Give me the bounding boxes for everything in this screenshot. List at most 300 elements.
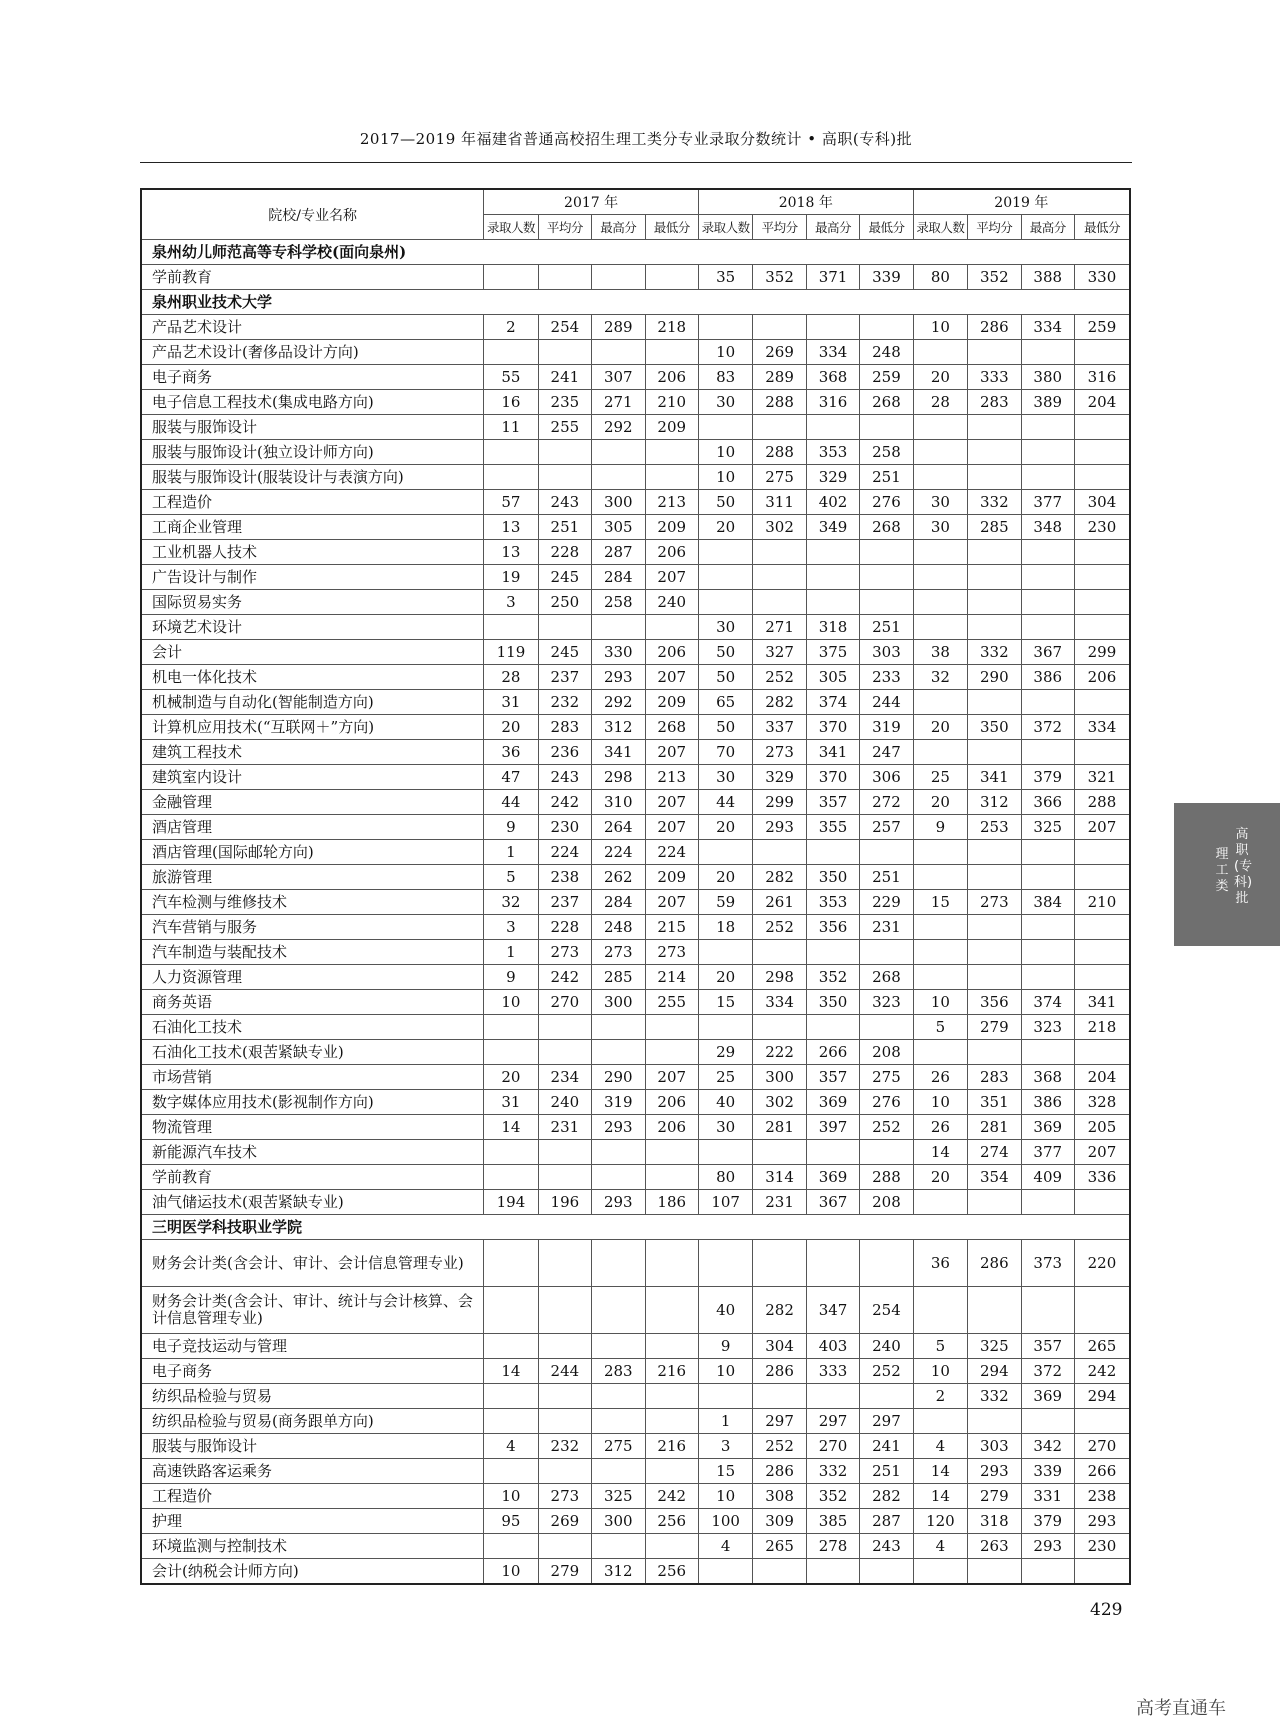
score-cell: 209 — [645, 865, 698, 890]
year-header: 2018 年 — [698, 189, 913, 215]
score-cell — [645, 1384, 698, 1409]
score-cell — [968, 1559, 1021, 1585]
score-cell: 379 — [1021, 1509, 1074, 1534]
score-cell: 375 — [806, 640, 859, 665]
score-cell — [645, 1534, 698, 1559]
score-cell: 273 — [645, 940, 698, 965]
score-cell: 14 — [913, 1459, 967, 1484]
score-cell: 385 — [806, 1509, 859, 1534]
score-cell — [592, 1240, 645, 1287]
score-cell: 268 — [860, 965, 913, 990]
score-cell: 276 — [860, 490, 913, 515]
score-cell: 372 — [1021, 715, 1074, 740]
score-cell: 11 — [484, 415, 538, 440]
score-cell — [592, 465, 645, 490]
score-cell — [484, 340, 538, 365]
score-cell — [968, 1190, 1021, 1215]
score-cell — [1074, 590, 1130, 615]
score-cell: 318 — [968, 1509, 1021, 1534]
table-row — [141, 365, 1130, 390]
table-row — [141, 1015, 1130, 1040]
score-cell: 230 — [1074, 515, 1130, 540]
score-cell: 334 — [806, 340, 859, 365]
score-cell — [1021, 1409, 1074, 1434]
score-cell — [1021, 1559, 1074, 1585]
score-cell: 293 — [968, 1459, 1021, 1484]
score-cell: 273 — [592, 940, 645, 965]
score-cell: 243 — [538, 765, 591, 790]
table-row — [141, 1065, 1130, 1090]
score-cell — [913, 590, 967, 615]
score-cell: 327 — [753, 640, 806, 665]
score-cell: 1 — [484, 940, 538, 965]
score-cell: 332 — [806, 1459, 859, 1484]
score-cell: 244 — [538, 1359, 591, 1384]
score-cell: 238 — [538, 865, 591, 890]
major-name: 人力资源管理 — [141, 965, 484, 990]
score-cell: 248 — [592, 915, 645, 940]
score-cell: 204 — [1074, 1065, 1130, 1090]
score-cell: 14 — [484, 1359, 538, 1384]
score-cell: 5 — [913, 1015, 967, 1040]
score-cell — [753, 1015, 806, 1040]
major-name: 电子信息工程技术(集成电路方向) — [141, 390, 484, 415]
score-cell: 32 — [484, 890, 538, 915]
score-cell — [1021, 540, 1074, 565]
score-cell — [1021, 690, 1074, 715]
score-cell — [1021, 940, 1074, 965]
major-name: 酒店管理(国际邮轮方向) — [141, 840, 484, 865]
score-cell — [645, 1409, 698, 1434]
score-cell — [592, 1459, 645, 1484]
score-cell: 278 — [806, 1534, 859, 1559]
table-row — [141, 1090, 1130, 1115]
sub-header: 平均分 — [968, 215, 1021, 240]
score-cell: 30 — [698, 390, 752, 415]
score-cell — [1074, 865, 1130, 890]
score-cell: 347 — [806, 1287, 859, 1334]
score-cell: 352 — [968, 265, 1021, 290]
score-cell: 311 — [753, 490, 806, 515]
score-cell — [860, 1559, 913, 1585]
score-cell: 251 — [538, 515, 591, 540]
score-cell: 286 — [968, 315, 1021, 340]
score-cell: 36 — [484, 740, 538, 765]
score-cell: 334 — [1074, 715, 1130, 740]
score-cell — [484, 1459, 538, 1484]
score-cell — [913, 440, 967, 465]
table-row — [141, 965, 1130, 990]
score-cell: 259 — [860, 365, 913, 390]
score-cell: 342 — [1021, 1434, 1074, 1459]
score-cell — [1074, 1287, 1130, 1334]
score-cell: 241 — [860, 1434, 913, 1459]
score-cell: 253 — [968, 815, 1021, 840]
score-table-container — [140, 188, 1131, 1585]
major-name: 电子商务 — [141, 1359, 484, 1384]
score-cell: 20 — [698, 515, 752, 540]
score-cell: 288 — [753, 440, 806, 465]
score-cell: 386 — [1021, 1090, 1074, 1115]
score-cell: 309 — [753, 1509, 806, 1534]
score-cell — [1021, 465, 1074, 490]
score-cell: 245 — [538, 565, 591, 590]
score-cell: 30 — [698, 615, 752, 640]
table-row — [141, 990, 1130, 1015]
score-cell: 4 — [484, 1434, 538, 1459]
major-name: 汽车制造与装配技术 — [141, 940, 484, 965]
score-cell: 1 — [698, 1409, 752, 1434]
score-cell: 231 — [538, 1115, 591, 1140]
score-cell: 10 — [913, 990, 967, 1015]
table-row — [141, 915, 1130, 940]
score-cell — [592, 1334, 645, 1359]
score-cell: 256 — [645, 1509, 698, 1534]
table-body — [141, 240, 1130, 1585]
school-row — [141, 1215, 1130, 1240]
score-cell: 257 — [860, 815, 913, 840]
score-cell — [1021, 1190, 1074, 1215]
score-cell: 266 — [806, 1040, 859, 1065]
score-cell: 261 — [753, 890, 806, 915]
score-cell: 207 — [645, 790, 698, 815]
score-cell — [806, 1559, 859, 1585]
score-cell: 216 — [645, 1359, 698, 1384]
score-cell: 252 — [753, 1434, 806, 1459]
score-cell: 232 — [538, 1434, 591, 1459]
score-cell: 367 — [1021, 640, 1074, 665]
score-cell: 15 — [698, 1459, 752, 1484]
score-cell: 307 — [592, 365, 645, 390]
score-cell — [1021, 1040, 1074, 1065]
score-cell: 288 — [753, 390, 806, 415]
score-cell: 305 — [806, 665, 859, 690]
side-tab-category: 理工类 — [1215, 847, 1229, 894]
score-cell — [538, 1165, 591, 1190]
score-cell: 293 — [592, 1190, 645, 1215]
year-header-row — [141, 189, 1130, 215]
score-cell: 299 — [1074, 640, 1130, 665]
side-tab-batch: 高职(专科)批 — [1234, 827, 1253, 906]
table-row — [141, 890, 1130, 915]
score-cell: 270 — [1074, 1434, 1130, 1459]
score-cell: 31 — [484, 1090, 538, 1115]
score-cell: 259 — [1074, 315, 1130, 340]
table-row — [141, 1434, 1130, 1459]
table-row — [141, 440, 1130, 465]
score-cell — [1074, 465, 1130, 490]
score-cell: 294 — [1074, 1384, 1130, 1409]
score-cell: 337 — [753, 715, 806, 740]
score-cell: 312 — [592, 1559, 645, 1585]
score-cell: 186 — [645, 1190, 698, 1215]
score-cell: 325 — [968, 1334, 1021, 1359]
score-cell — [484, 1384, 538, 1409]
score-cell: 196 — [538, 1190, 591, 1215]
score-cell: 282 — [753, 1287, 806, 1334]
score-cell — [913, 1040, 967, 1065]
score-cell: 206 — [1074, 665, 1130, 690]
score-cell — [484, 1015, 538, 1040]
score-cell — [592, 1140, 645, 1165]
score-cell — [913, 1409, 967, 1434]
score-cell — [1021, 590, 1074, 615]
score-cell: 5 — [484, 865, 538, 890]
score-cell: 32 — [913, 665, 967, 690]
score-cell: 16 — [484, 390, 538, 415]
score-cell — [484, 1534, 538, 1559]
score-cell: 240 — [860, 1334, 913, 1359]
major-name: 建筑工程技术 — [141, 740, 484, 765]
score-cell — [913, 865, 967, 890]
score-cell: 284 — [592, 565, 645, 590]
score-cell — [968, 340, 1021, 365]
score-cell: 287 — [592, 540, 645, 565]
score-cell: 297 — [806, 1409, 859, 1434]
score-cell: 14 — [913, 1140, 967, 1165]
table-row — [141, 1484, 1130, 1509]
score-cell: 25 — [698, 1065, 752, 1090]
score-cell — [1074, 690, 1130, 715]
score-cell — [592, 1015, 645, 1040]
score-cell: 207 — [645, 740, 698, 765]
score-cell: 290 — [968, 665, 1021, 690]
score-cell — [698, 940, 752, 965]
score-cell: 264 — [592, 815, 645, 840]
score-cell: 305 — [592, 515, 645, 540]
score-cell: 353 — [806, 440, 859, 465]
score-cell: 55 — [484, 365, 538, 390]
score-cell: 25 — [913, 765, 967, 790]
score-cell — [968, 1040, 1021, 1065]
score-cell — [753, 840, 806, 865]
score-cell — [1074, 1190, 1130, 1215]
score-cell: 213 — [645, 490, 698, 515]
score-cell — [753, 1240, 806, 1287]
major-name: 汽车检测与维修技术 — [141, 890, 484, 915]
score-cell — [913, 540, 967, 565]
major-name: 建筑室内设计 — [141, 765, 484, 790]
table-row — [141, 340, 1130, 365]
score-cell — [484, 265, 538, 290]
score-cell: 206 — [645, 365, 698, 390]
score-cell — [484, 1287, 538, 1334]
score-cell — [538, 440, 591, 465]
major-name: 产品艺术设计(奢侈品设计方向) — [141, 340, 484, 365]
score-cell — [1074, 415, 1130, 440]
table-row — [141, 1409, 1130, 1434]
score-cell: 283 — [592, 1359, 645, 1384]
score-cell: 20 — [698, 815, 752, 840]
score-cell: 252 — [753, 915, 806, 940]
score-cell — [968, 965, 1021, 990]
score-cell: 258 — [592, 590, 645, 615]
score-cell: 2 — [484, 315, 538, 340]
score-cell: 209 — [645, 515, 698, 540]
score-cell: 325 — [592, 1484, 645, 1509]
score-cell: 19 — [484, 565, 538, 590]
score-cell — [753, 940, 806, 965]
score-cell — [538, 1040, 591, 1065]
score-cell: 208 — [860, 1190, 913, 1215]
score-cell: 20 — [913, 365, 967, 390]
score-cell — [1074, 840, 1130, 865]
score-cell: 194 — [484, 1190, 538, 1215]
score-cell: 288 — [860, 1165, 913, 1190]
score-cell: 228 — [538, 540, 591, 565]
score-cell: 70 — [698, 740, 752, 765]
score-cell: 57 — [484, 490, 538, 515]
score-cell: 10 — [484, 990, 538, 1015]
major-name: 纺织品检验与贸易(商务跟单方向) — [141, 1409, 484, 1434]
score-cell — [753, 415, 806, 440]
score-cell: 9 — [913, 815, 967, 840]
score-cell: 285 — [592, 965, 645, 990]
score-cell: 3 — [484, 915, 538, 940]
score-cell: 10 — [913, 315, 967, 340]
major-name: 学前教育 — [141, 1165, 484, 1190]
score-cell: 357 — [806, 790, 859, 815]
name-column-header: 院校/专业名称 — [141, 189, 484, 240]
score-cell — [1021, 565, 1074, 590]
score-cell: 303 — [860, 640, 913, 665]
table-row — [141, 1334, 1130, 1359]
score-cell — [484, 615, 538, 640]
score-cell: 10 — [698, 465, 752, 490]
score-cell: 224 — [538, 840, 591, 865]
score-cell: 228 — [538, 915, 591, 940]
major-name: 油气储运技术(艰苦紧缺专业) — [141, 1190, 484, 1215]
score-cell: 323 — [1021, 1015, 1074, 1040]
score-cell: 289 — [592, 315, 645, 340]
score-cell: 229 — [860, 890, 913, 915]
score-cell: 263 — [968, 1534, 1021, 1559]
score-cell: 354 — [968, 1165, 1021, 1190]
score-cell: 350 — [806, 865, 859, 890]
score-cell: 240 — [538, 1090, 591, 1115]
score-cell — [1021, 740, 1074, 765]
score-cell — [968, 415, 1021, 440]
score-cell: 304 — [1074, 490, 1130, 515]
score-cell: 14 — [913, 1484, 967, 1509]
major-name: 护理 — [141, 1509, 484, 1534]
sub-header: 录取人数 — [698, 215, 752, 240]
score-cell — [860, 415, 913, 440]
score-cell: 213 — [645, 765, 698, 790]
score-cell — [1074, 1040, 1130, 1065]
score-cell: 40 — [698, 1287, 752, 1334]
score-cell: 216 — [645, 1434, 698, 1459]
score-cell — [753, 565, 806, 590]
score-cell — [860, 1015, 913, 1040]
score-cell — [538, 1287, 591, 1334]
score-cell — [484, 1334, 538, 1359]
table-row — [141, 1534, 1130, 1559]
score-cell: 265 — [1074, 1334, 1130, 1359]
score-cell: 333 — [806, 1359, 859, 1384]
score-cell — [968, 440, 1021, 465]
score-cell: 208 — [860, 1040, 913, 1065]
score-cell: 282 — [753, 865, 806, 890]
score-cell: 231 — [860, 915, 913, 940]
score-cell: 388 — [1021, 265, 1074, 290]
score-cell: 13 — [484, 540, 538, 565]
sub-header: 最低分 — [645, 215, 698, 240]
score-cell — [645, 1140, 698, 1165]
score-cell: 4 — [698, 1534, 752, 1559]
score-cell: 341 — [1074, 990, 1130, 1015]
table-row — [141, 665, 1130, 690]
score-cell — [592, 1409, 645, 1434]
major-name: 石油化工技术(艰苦紧缺专业) — [141, 1040, 484, 1065]
score-cell — [484, 1165, 538, 1190]
score-cell — [538, 265, 591, 290]
score-cell — [968, 840, 1021, 865]
score-cell — [698, 315, 752, 340]
school-name: 泉州职业技术大学 — [141, 290, 1130, 315]
score-cell — [645, 1334, 698, 1359]
major-name: 工程造价 — [141, 1484, 484, 1509]
score-cell — [860, 840, 913, 865]
school-row — [141, 290, 1130, 315]
major-name: 旅游管理 — [141, 865, 484, 890]
score-cell: 356 — [806, 915, 859, 940]
score-cell: 300 — [753, 1065, 806, 1090]
score-cell — [592, 1534, 645, 1559]
score-cell — [968, 565, 1021, 590]
score-cell — [484, 1240, 538, 1287]
score-cell — [484, 1140, 538, 1165]
score-cell: 292 — [592, 415, 645, 440]
sub-header: 录取人数 — [913, 215, 967, 240]
major-name: 服装与服饰设计 — [141, 415, 484, 440]
major-name: 财务会计类(含会计、审计、会计信息管理专业) — [141, 1240, 484, 1287]
score-cell: 299 — [753, 790, 806, 815]
sub-header: 最高分 — [1021, 215, 1074, 240]
score-cell: 287 — [860, 1509, 913, 1534]
score-cell: 206 — [645, 1090, 698, 1115]
score-cell: 258 — [860, 440, 913, 465]
score-cell — [860, 540, 913, 565]
score-cell: 241 — [538, 365, 591, 390]
score-cell: 377 — [1021, 490, 1074, 515]
score-cell: 273 — [753, 740, 806, 765]
score-cell: 397 — [806, 1115, 859, 1140]
major-name: 产品艺术设计 — [141, 315, 484, 340]
score-cell: 298 — [592, 765, 645, 790]
table-row — [141, 1459, 1130, 1484]
score-cell — [913, 465, 967, 490]
score-cell: 231 — [753, 1190, 806, 1215]
score-cell: 207 — [645, 1065, 698, 1090]
score-cell — [538, 1140, 591, 1165]
score-cell: 286 — [753, 1359, 806, 1384]
score-cell — [753, 1140, 806, 1165]
score-cell: 20 — [484, 1065, 538, 1090]
score-cell: 319 — [860, 715, 913, 740]
score-cell: 294 — [968, 1359, 1021, 1384]
page-header: 2017—2019 年福建省普通高校招生理工类分专业录取分数统计 • 高职(专科)批 — [359, 130, 913, 148]
major-name: 国际贸易实务 — [141, 590, 484, 615]
score-cell — [538, 1015, 591, 1040]
score-cell: 26 — [913, 1115, 967, 1140]
score-cell — [860, 1384, 913, 1409]
table-row — [141, 840, 1130, 865]
score-cell — [645, 265, 698, 290]
score-cell: 10 — [913, 1359, 967, 1384]
score-cell — [484, 465, 538, 490]
score-cell: 293 — [1074, 1509, 1130, 1534]
